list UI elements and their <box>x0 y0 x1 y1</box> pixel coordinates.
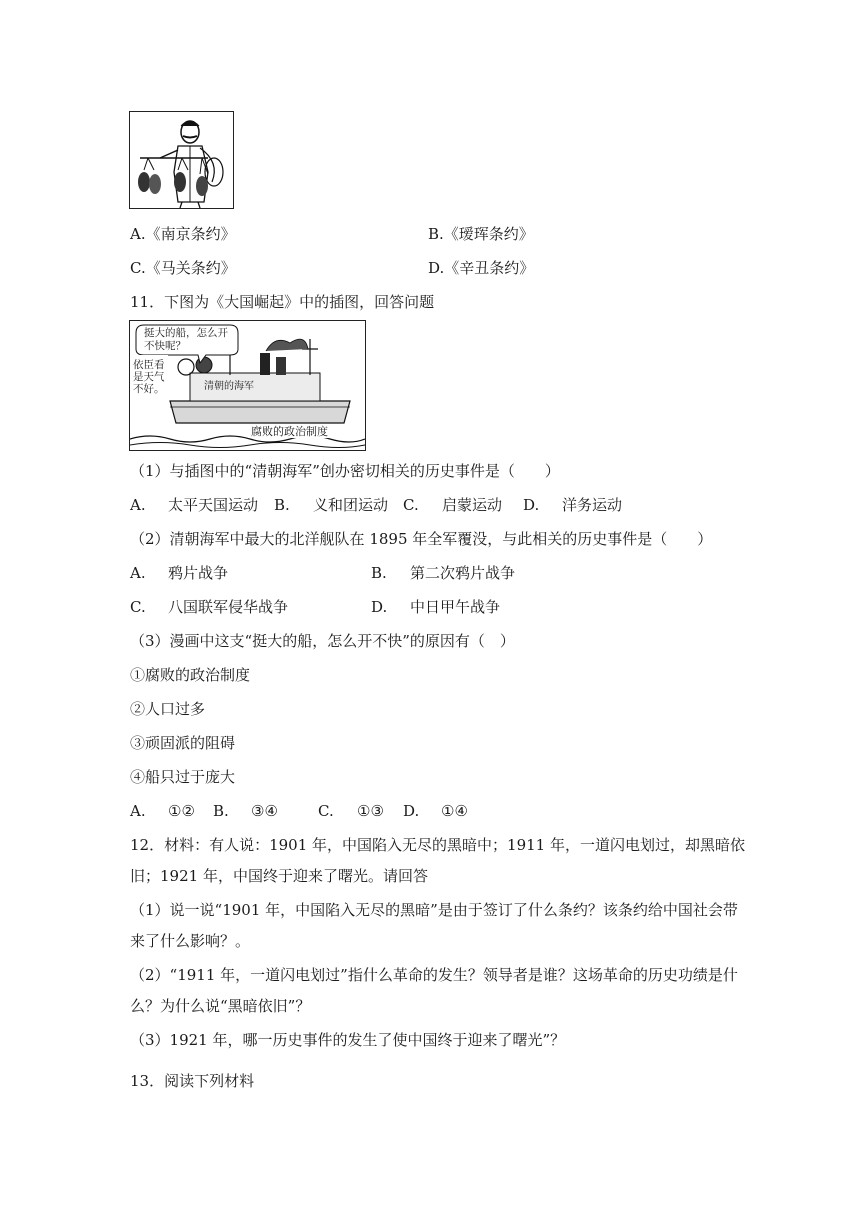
sub3-option-d-text: ①④ <box>441 802 468 820</box>
sub3-option-b-text: ③④ <box>251 802 278 820</box>
question-12-part-2-line-2: 么？为什么说“黑暗依旧”？ <box>130 997 311 1015</box>
sub1-option-a-text: 太平天国运动 <box>168 496 259 514</box>
question-13-stem: 13．阅读下列材料 <box>130 1072 255 1090</box>
sub3-item-2: ②人口过多 <box>130 700 206 718</box>
sub2-option-b-letter: B. <box>371 564 387 582</box>
question-12-line-2: 旧；1921 年，中国终于迎来了曙光。请回答 <box>130 867 428 885</box>
sub2-option-b-text: 第二次鸦片战争 <box>410 564 516 582</box>
option-b: B.《瑷珲条约》 <box>428 225 534 243</box>
man-with-bags-drawing <box>130 112 233 208</box>
question-11-stem: 11．下图为《大国崛起》中的插图，回答问题 <box>130 293 435 311</box>
question-12-line-1: 12．材料：有人说：1901 年，中国陷入无尽的黑暗中；1911 年，一道闪电划过，却黑暗依 <box>130 836 745 854</box>
man-with-bags-illustration <box>129 111 234 209</box>
sub-question-3-stem: （3）漫画中这支“挺大的船，怎么开不快”的原因有（ ） <box>130 632 515 650</box>
option-d: D.《辛丑条约》 <box>428 259 535 277</box>
question-12-part-2-line-1: （2）“1911 年，一道闪电划过”指什么革命的发生？领导者是谁？这场革命的历史功绩是什 <box>130 966 738 984</box>
option-c: C.《马关条约》 <box>130 259 236 277</box>
base-label-text: 腐败的政治制度 <box>248 425 331 438</box>
sub3-option-d-letter: D. <box>403 802 420 820</box>
sub1-option-a-letter: A. <box>130 496 146 514</box>
question-12-part-1-line-2: 来了什么影响？。 <box>130 932 251 950</box>
speech-bubble-text: 挺大的船，怎么开不快呢？ <box>144 327 228 352</box>
question-12-part-3: （3）1921 年，哪一历史事件的发生了使中国终于迎来了曙光”？ <box>130 1031 566 1049</box>
sub3-option-b-letter: B. <box>213 802 229 820</box>
minister-reply-text: 依臣看是天气不好。 <box>133 359 165 395</box>
option-a: A.《南京条约》 <box>130 225 236 243</box>
sub3-item-1: ①腐败的政治制度 <box>130 666 251 684</box>
sub1-option-d-letter: D. <box>523 496 540 514</box>
sub1-option-b-letter: B. <box>274 496 290 514</box>
sub3-option-c-text: ①③ <box>357 802 384 820</box>
sub2-option-c-letter: C. <box>130 598 146 616</box>
question-12-part-1-line-1: （1）说一说“1901 年，中国陷入无尽的黑暗”是由于签订了什么条约？该条约给中国社会带 <box>130 901 738 919</box>
sub3-option-a-text: ①② <box>168 802 195 820</box>
sub-question-1-stem: （1）与插图中的“清朝海军”创办密切相关的历史事件是（ ） <box>130 462 560 480</box>
ship-label-text: 清朝的海军 <box>204 381 254 392</box>
sub2-option-c-text: 八国联军侵华战争 <box>168 598 289 616</box>
sub2-option-a-text: 鸦片战争 <box>168 564 229 582</box>
sub-question-2-stem: （2）清朝海军中最大的北洋舰队在 1895 年全军覆没，与此相关的历史事件是（ ） <box>130 530 713 548</box>
qing-navy-cartoon <box>129 320 366 451</box>
sub3-item-4: ④船只过于庞大 <box>130 768 236 786</box>
sub1-option-d-text: 洋务运动 <box>562 496 623 514</box>
sub1-option-b-text: 义和团运动 <box>313 496 389 514</box>
sub3-item-3: ③顽固派的阻碍 <box>130 734 236 752</box>
sub2-option-d-text: 中日甲午战争 <box>410 598 501 616</box>
sub2-option-a-letter: A. <box>130 564 146 582</box>
sub3-option-a-letter: A. <box>130 802 146 820</box>
sub3-option-c-letter: C. <box>318 802 334 820</box>
sub1-option-c-text: 启蒙运动 <box>442 496 503 514</box>
sub1-option-c-letter: C. <box>403 496 419 514</box>
sub2-option-d-letter: D. <box>371 598 388 616</box>
